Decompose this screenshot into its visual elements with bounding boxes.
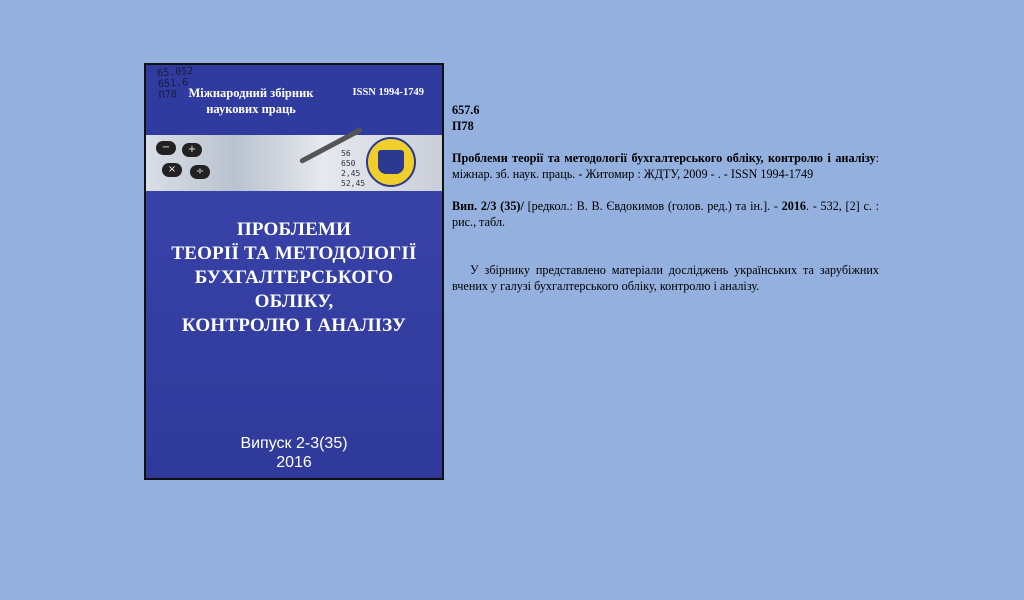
series-line-2: наукових праць (206, 102, 296, 116)
bibliographic-record (452, 102, 879, 294)
calculator-key: ÷ (190, 165, 210, 179)
book-cover (144, 63, 444, 480)
photo-number: 2,45 (341, 169, 361, 178)
calculator-key: × (162, 163, 182, 177)
author-sign: П78 (452, 119, 474, 133)
shelf-mark-line: 651.6 (157, 77, 189, 91)
photo-numbers (341, 149, 365, 189)
castle-icon (378, 150, 404, 174)
record-issue (452, 198, 879, 230)
calculator-key: + (182, 143, 202, 157)
record-issue-bold: Вип. 2/3 (35)/ (452, 199, 524, 213)
series-line-1: Міжнародний збірник (188, 86, 314, 100)
cover-title-line: КОНТРОЛЮ І АНАЛІЗУ (181, 315, 407, 336)
shelf-mark-line: 65.052 (156, 65, 194, 80)
cover-issue: Випуск 2-3(35) (240, 435, 348, 452)
record-issue-editors: [редкол.: В. В. Євдокимов (голов. ред.) та ін.]. - (523, 199, 782, 213)
record-title-bold: Проблеми теорії та методології бухгалтерського обліку, контролю і аналізу (452, 151, 876, 165)
cover-series-title (176, 85, 326, 117)
calculator-key: − (156, 141, 176, 155)
shelf-mark-line: П78 (158, 88, 178, 102)
cover-title-line: ПРОБЛЕМИ (236, 219, 352, 240)
photo-number: 52,45 (341, 179, 366, 188)
cover-year: 2016 (276, 454, 312, 471)
cover-title (154, 218, 434, 338)
photo-number: 56 (341, 149, 351, 158)
record-issue-year: 2016 (781, 199, 807, 213)
cover-title-line: ТЕОРІЇ ТА МЕТОДОЛОГІЇ (171, 243, 417, 264)
cover-title-line: БУХГАЛТЕРСЬКОГО ОБЛІКУ, (194, 267, 394, 312)
photo-number: 650 (341, 159, 356, 168)
record-issue-pages: . - 532, [2] с. : рис., табл. (452, 199, 879, 229)
record-title (452, 150, 879, 182)
cover-issn: ISSN 1994-1749 (352, 87, 424, 98)
record-annotation: У збірнику представлено матеріали досліджень українських та зарубіжних вчених у галузі бухгалтерського обліку, контролю і аналізу. (452, 263, 879, 293)
record-title-rest: : міжнар. зб. наук. праць. - Житомир : ЖДТУ, 2009 - . - ISSN 1994-1749 (452, 151, 879, 181)
university-emblem-icon (366, 137, 416, 187)
cover-issue-block (146, 434, 442, 472)
udc-code: 657.6 (452, 103, 480, 117)
